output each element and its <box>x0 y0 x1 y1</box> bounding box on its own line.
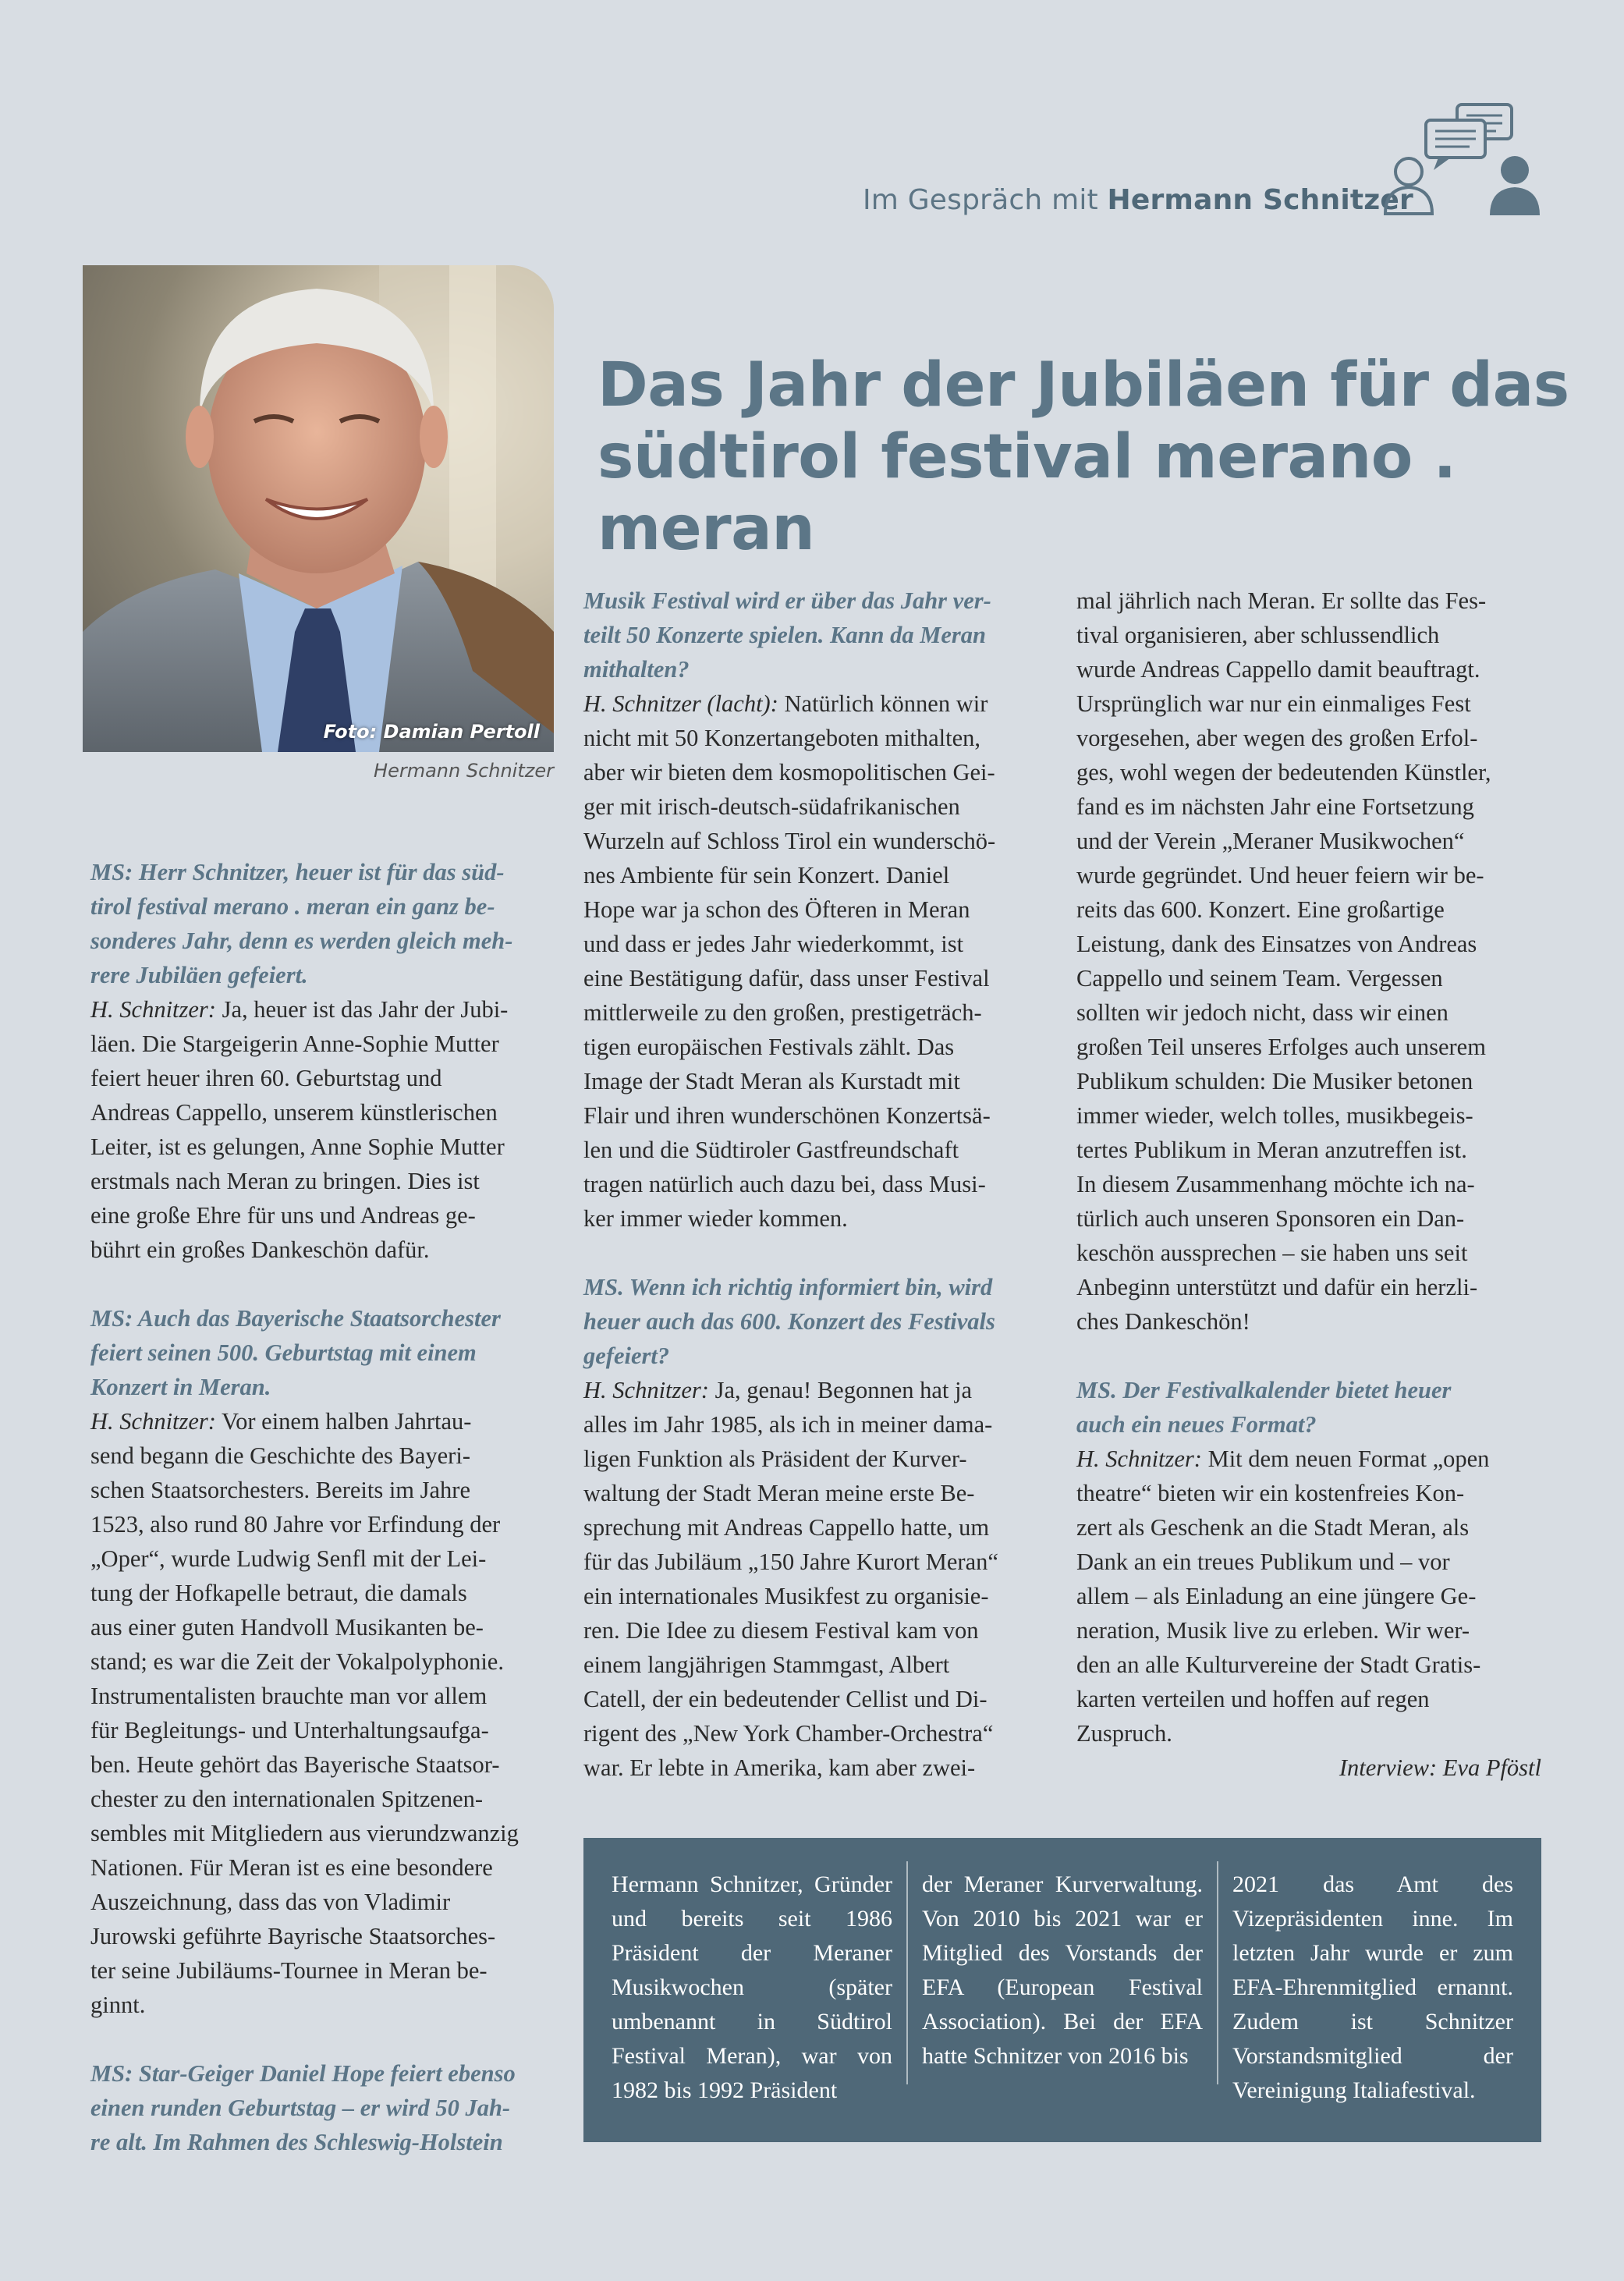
bio-column-2: der Meraner Kurverwaltung. Von 2010 bis 2021 war er Mitglied des Vorstands der EFA (European Festival Association). Bei der EFA hatte Schnitzer von 2016 bis <box>922 1871 1203 2069</box>
conversation-icon <box>1379 100 1544 217</box>
photo-caption: Hermann Schnitzer <box>374 760 554 782</box>
question-5: MS. Der Festivalkalender bietet heuer auch ein neues Format? <box>1076 1377 1452 1438</box>
article-column-1 <box>90 855 554 2159</box>
answer-1: H. Schnitzer: Ja, heuer ist das Jahr der Jubi- läen. Die Stargeigerin Anne-Sophie Mutter feiert heuer ihren 60. Geburtstag und Andreas Cappello, unserem künstlerischen Leiter, ist es gelungen, Anne Sophie Mutter erstmals nach Meran zu bringen. Dies ist eine große Ehre für uns und Andreas ge- bührt ein großes Dankeschön dafür. <box>90 996 509 1263</box>
header-prefix: Im Gespräch mit <box>862 184 1108 216</box>
speaker: H. Schnitzer (lacht): <box>583 690 778 717</box>
portrait-illustration <box>83 265 554 752</box>
photo-credit: Foto: Damian Pertoll <box>323 721 540 743</box>
question-3-end: Musik Festival wird er über das Jahr ver- teilt 50 Konzerte spielen. Kann da Meran mithalten? <box>583 587 991 683</box>
section-header <box>863 184 1413 216</box>
speaker: H. Schnitzer: <box>90 996 216 1023</box>
answer-3: H. Schnitzer (lacht): Natürlich können wir nicht mit 50 Konzertangeboten mithalten, aber wir bieten dem kosmopolitischen Gei- ger mit irisch-deutsch-südafrikanischen Wurzeln auf Schloss Tirol ein wunderschö- nes Ambiente für sein Konzert. Daniel Hope war ja schon des Öfteren in Meran und dass er jedes Jahr wiederkommt, ist eine Bestätigung dafür, dass unser Festival mittlerweile zu den großen, prestigeträch- tigen europäischen Festivals zählt. Das Image der Stadt Meran als Kurstadt mit Flair und ihren wunderschönen Konzertsä- len und die Südtiroler Gastfreundschaft tragen natürlich auch dazu bei, dass Musi- ker immer wieder kommen. <box>583 690 996 1232</box>
speaker: H. Schnitzer: <box>583 1377 709 1403</box>
question-4: MS. Wenn ich richtig informiert bin, wird heuer auch das 600. Konzert des Festivals gefeiert? <box>583 1274 995 1369</box>
headline-line2: südtirol festival merano . meran <box>597 422 1456 564</box>
interview-credit: Interview: Eva Pföstl <box>1339 1754 1541 1781</box>
question-3-start: MS: Star-Geiger Daniel Hope feiert ebenso einen runden Geburtstag – er wird 50 Jah- re alt. Im Rahmen des Schleswig-Holstein <box>90 2060 516 2155</box>
answer-2: H. Schnitzer: Vor einem halben Jahrtau- send begann die Geschichte des Bayeri- schen Staatsorchesters. Bereits im Jahre 1523, also rund 80 Jahre vor Erfindung der „Oper“, wurde Ludwig Senfl mit der Lei- tung der Hofkapelle betraut, die damals aus einer guten Handvoll Musikanten be- stand; es war die Zeit der Vokalpolyphonie. Instrumentalisten brauchte man vor allem für Begleitungs- und Unterhaltungsaufga- ben. Heute gehört das Bayerische Staatsor- chester zu den internationalen Spitzenen- sembles mit Mitgliedern aus vierundzwanzig Nationen. Für Meran ist es eine besondere Auszeichnung, dass das von Vladimir Jurowski geführte Bayrische Staatsorches- ter seine Jubiläums-Tournee in Meran be- ginnt. <box>90 1408 519 2018</box>
question-1: MS: Herr Schnitzer, heuer ist für das süd- tirol festival merano . meran ein ganz be- sonderes Jahr, denn es werden gleich meh- rere Jubiläen gefeiert. <box>90 859 513 988</box>
headline <box>597 349 1580 565</box>
headline-line1: Das Jahr der Jubiläen für das <box>597 350 1569 420</box>
bio-box <box>583 1838 1541 2142</box>
answer-5: H. Schnitzer: Mit dem neuen Format „open theatre“ bieten wir ein kostenfreies Kon- zert als Geschenk an die Stadt Meran, als Dank an ein treues Publikum und – vor allem – als Einladung an eine jüngere Ge- neration, Musik live zu erleben. Wir wer- den an alle Kulturvereine der Stadt Gratis- karten verteilen und hoffen auf regen Zuspruch. <box>1076 1446 1490 1747</box>
speaker: H. Schnitzer: <box>1076 1446 1202 1472</box>
article-column-2 <box>583 584 1044 1785</box>
bio-column-3: 2021 das Amt des Vizepräsidenten inne. Im letzten Jahr wurde er zum EFA-Ehrenmitglied ernannt. Zudem ist Schnitzer Vorstandsmitglied der Vereinigung Italiafestival. <box>1232 1871 1513 2103</box>
header-name: Hermann Schnitzer <box>1107 184 1413 216</box>
article-column-3 <box>1076 584 1541 1785</box>
answer-4-start: H. Schnitzer: Ja, genau! Begonnen hat ja alles im Jahr 1985, als ich in meiner dama- ligen Funktion als Präsident der Kurver- waltung der Stadt Meran meine erste Be- sprechung mit Andreas Cappello hatte, um für das Jubiläum „150 Jahre Kurort Meran“ ein internationales Musikfest zu organisie- ren. Die Idee zu diesem Festival kam von einem langjährigen Stammgast, Albert Catell, der ein bedeutender Cellist und Di- rigent des „New York Chamber-Orchestra“ war. Er lebte in Amerika, kam aber zwei- <box>583 1377 998 1781</box>
question-2: MS: Auch das Bayerische Staatsorchester feiert seinen 500. Geburtstag mit einem Konzert in Meran. <box>90 1305 501 1400</box>
bio-column-1: Hermann Schnitzer, Gründer und bereits seit 1986 Präsident der Meraner Musikwochen (später umbenannt in Südtirol Festival Meran), war von 1982 bis 1992 Präsident <box>612 1871 892 2103</box>
speaker: H. Schnitzer: <box>90 1408 216 1435</box>
portrait-photo <box>83 265 554 752</box>
answer-4-end: mal jährlich nach Meran. Er sollte das Fes- tival organisieren, aber schlussendlich wurde Andreas Cappello damit beauftragt. Ursprünglich war nur ein einmaliges Fest vorgesehen, aber wegen des großen Erfol- ges, wohl wegen der bedeutenden Künstler, fand es im nächsten Jahr eine Fortsetzung und der Verein „Meraner Musikwochen“ wurde gegründet. Und heuer feiern wir be- reits das 600. Konzert. Eine großartige Leistung, dank des Einsatzes von Andreas Cappello und seinem Team. Vergessen sollten wir jedoch nicht, dass wir einen großen Teil unseres Erfolges auch unserem Publikum schulden: Die Musiker betonen immer wieder, welch tolles, musikbegeis- tertes Publikum in Meran anzutreffen ist. In diesem Zusammenhang möchte ich na- türlich auch unseren Sponsoren ein Dan- keschön aussprechen – sie haben uns seit Anbeginn unterstützt und dafür ein herzli- ches Dankeschön! <box>1076 587 1491 1335</box>
